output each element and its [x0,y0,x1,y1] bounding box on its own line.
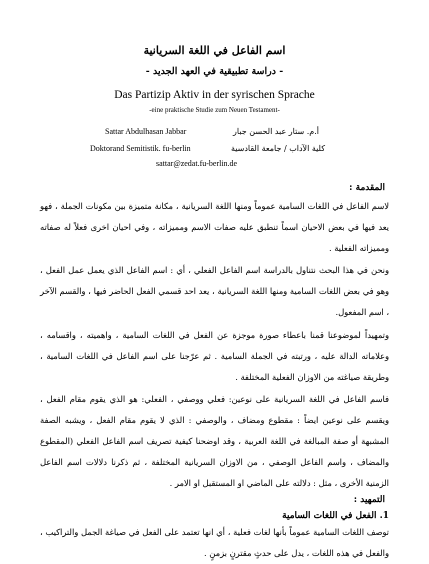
arabic-subtitle: - دراسة تطبيقية في العهد الجديد - [145,66,284,77]
author-latin-affiliation: Doktorand Semitistik. fu-berlin [90,144,191,153]
intro-paragraph-1-text: لاسم الفاعل في اللغات السامية عموماً ومنها اللغة السريانية ، مكانة متميزة بين مكونات الجملة ، فهو يعد فيها في بعض الاحيان اسماً تنطبق عليه صفات الاسم ومميزاته ، وفي احيان اخرى فعلاً له صفاته ومميزاته الفعلية . [40,201,389,253]
intro-paragraph-2 [40,260,389,323]
author-arabic-name: أ.م. ستار عبد الحسن جبار [233,127,319,136]
author-latin-name: Sattar Abdulhasan Jabbar [105,127,187,136]
preface-paragraph-1 [40,522,389,564]
preface-heading: التمهيد : [353,495,385,505]
author-email[interactable]: sattar@zedat.fu-berlin.de [156,159,238,168]
author-arabic-affiliation: كلية الآداب / جامعة القادسية [230,144,325,153]
intro-paragraph-4 [40,389,389,494]
intro-paragraph-3 [40,325,389,388]
intro-paragraph-1 [40,196,389,259]
intro-paragraph-4-text: فاسم الفاعل في اللغة السريانية على نوعين: فعلي ووصفي ، الفعلي: هو الذي يقوم مقام الفعل ، ويقسم على نوعين ايضاً : مقطوع ومضاف ، والوصفي : الذي لا يقوم مقام الفعل ، ويشبه الصفة المشبهة أو صفة المبالغة في اللغة العربية ، وقد اوضحنا كيفية تصريف اسم الفاعل الفعلي (المقطوع والمضاف ، واسم الفاعل الوصفي ، من الاوزان السريانية المختلفة ، ثم ذكرنا دلالات اسم الفاعل الزمنية الأخرى ، مثل : دلالته على الماضي او المستقبل او الامر . [40,394,389,488]
section-1-heading: 1. الفعل في اللغات السامية [282,511,389,521]
preface-paragraph-1-text: توصف اللغات السامية عموماً بأنها لغات فعلية ، أي انها تعتمد على الفعل في صياغة الجمل والتراكيب ، والفعل في هذه اللغات ، يدل على حدثٍ مقترنٍ بزمنٍ . [40,527,389,558]
intro-heading: المقدمة : [349,183,385,193]
intro-paragraph-2-text: ونحن في هذا البحث نتناول بالدراسة اسم الفاعل الفعلي ، أي : اسم الفاعل الذي يعمل عمل الفعل ، وهو في بعض اللغات السامية ومنها اللغة السريانية ، يعد احد قسمي الفعل الحاضر فيها ، والقسم الآخر ، اسم المفعول. [40,265,389,317]
intro-paragraph-3-text: وتمهيداً لموضوعنا قمنا باعطاء صورة موجزة عن الفعل في اللغات السامية ، واهميته ، واقسامه ، وعلاماته الدالة عليه ، ورتبته في الجملة السامية . ثم عرّجنا على اسم الفاعل في اللغات السامية ، وطريقة صياغته من الاوزان الفعلية المختلفة . [40,330,389,382]
german-subtitle: -eine praktische Studie zum Neuen Testament- [149,106,280,114]
german-title: Das Partizip Aktiv in der syrischen Sprache [114,89,315,101]
arabic-title: اسم الفاعل في اللغة السريانية [143,44,286,57]
